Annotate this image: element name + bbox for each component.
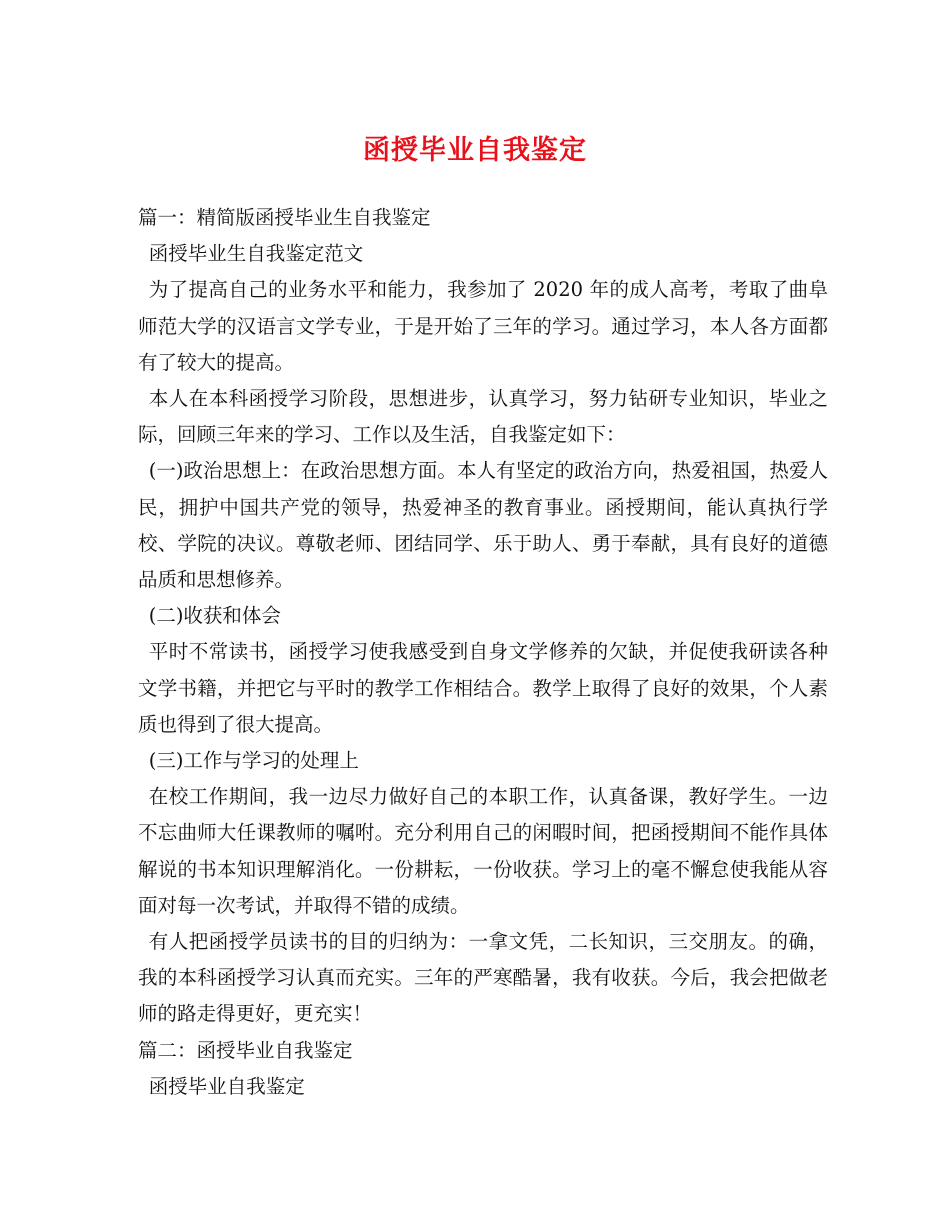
paragraph-harvest: 平时不常读书，函授学习使我感受到自身文学修养的欠缺，并促使我研读各种文学书籍，并把它与平时的教学工作相结合。教学上取得了良好的效果，个人素质也得到了很大提高。 bbox=[138, 640, 828, 736]
document-title: 函授毕业自我鉴定 bbox=[363, 135, 587, 166]
paragraph-conclusion: 有人把函授学员读书的目的归纳为：一拿文凭，二长知识，三交朋友。的确，我的本科函授学习认真而充实。三年的严寒酷暑，我有收获。今后，我会把做老师的路走得更好，更充实！ bbox=[138, 930, 828, 1026]
paragraph-summary: 本人在本科函授学习阶段，思想进步，认真学习，努力钻研专业知识，毕业之际，回顾三年来的学习、工作以及生活，自我鉴定如下： bbox=[138, 387, 828, 447]
section-heading-1: 篇一：精简版函授毕业生自我鉴定 bbox=[138, 206, 431, 229]
section-heading-2: 篇二：函授毕业自我鉴定 bbox=[138, 1038, 353, 1062]
subheading-2: 函授毕业自我鉴定 bbox=[148, 1074, 305, 1098]
paragraph-politics: (一)政治思想上：在政治思想方面。本人有坚定的政治方向，热爱祖国，热爱人民，拥护中国共产党的领导，热爱神圣的教育事业。函授期间，能认真执行学校、学院的决议。尊敬老师、团结同学、乐于助人、勇于奉献，具有良好的道德品质和思想修养。 bbox=[138, 459, 828, 592]
subheading-harvest: (二)收获和体会 bbox=[148, 604, 281, 628]
paragraph-work-study: 在校工作期间，我一边尽力做好自己的本职工作，认真备课，教好学生。一边不忘曲师大任课教师的嘱咐。充分利用自己的闲暇时间，把函授期间不能作具体解说的书本知识理解消化。一份耕耘，一份收获。学习上的毫不懈怠使我能从容面对每一次考试，并取得不错的成绩。 bbox=[138, 785, 828, 917]
document-body bbox=[138, 200, 828, 1105]
subheading-1: 函授毕业生自我鉴定范文 bbox=[148, 242, 364, 266]
paragraph-intro: 为了提高自己的业务水平和能力，我参加了 2020 年的成人高考，考取了曲阜师范大学的汉语言文学专业，于是开始了三年的学习。通过学习，本人各方面都有了较大的提高。 bbox=[138, 278, 828, 374]
subheading-work-study: (三)工作与学习的处理上 bbox=[148, 749, 359, 773]
